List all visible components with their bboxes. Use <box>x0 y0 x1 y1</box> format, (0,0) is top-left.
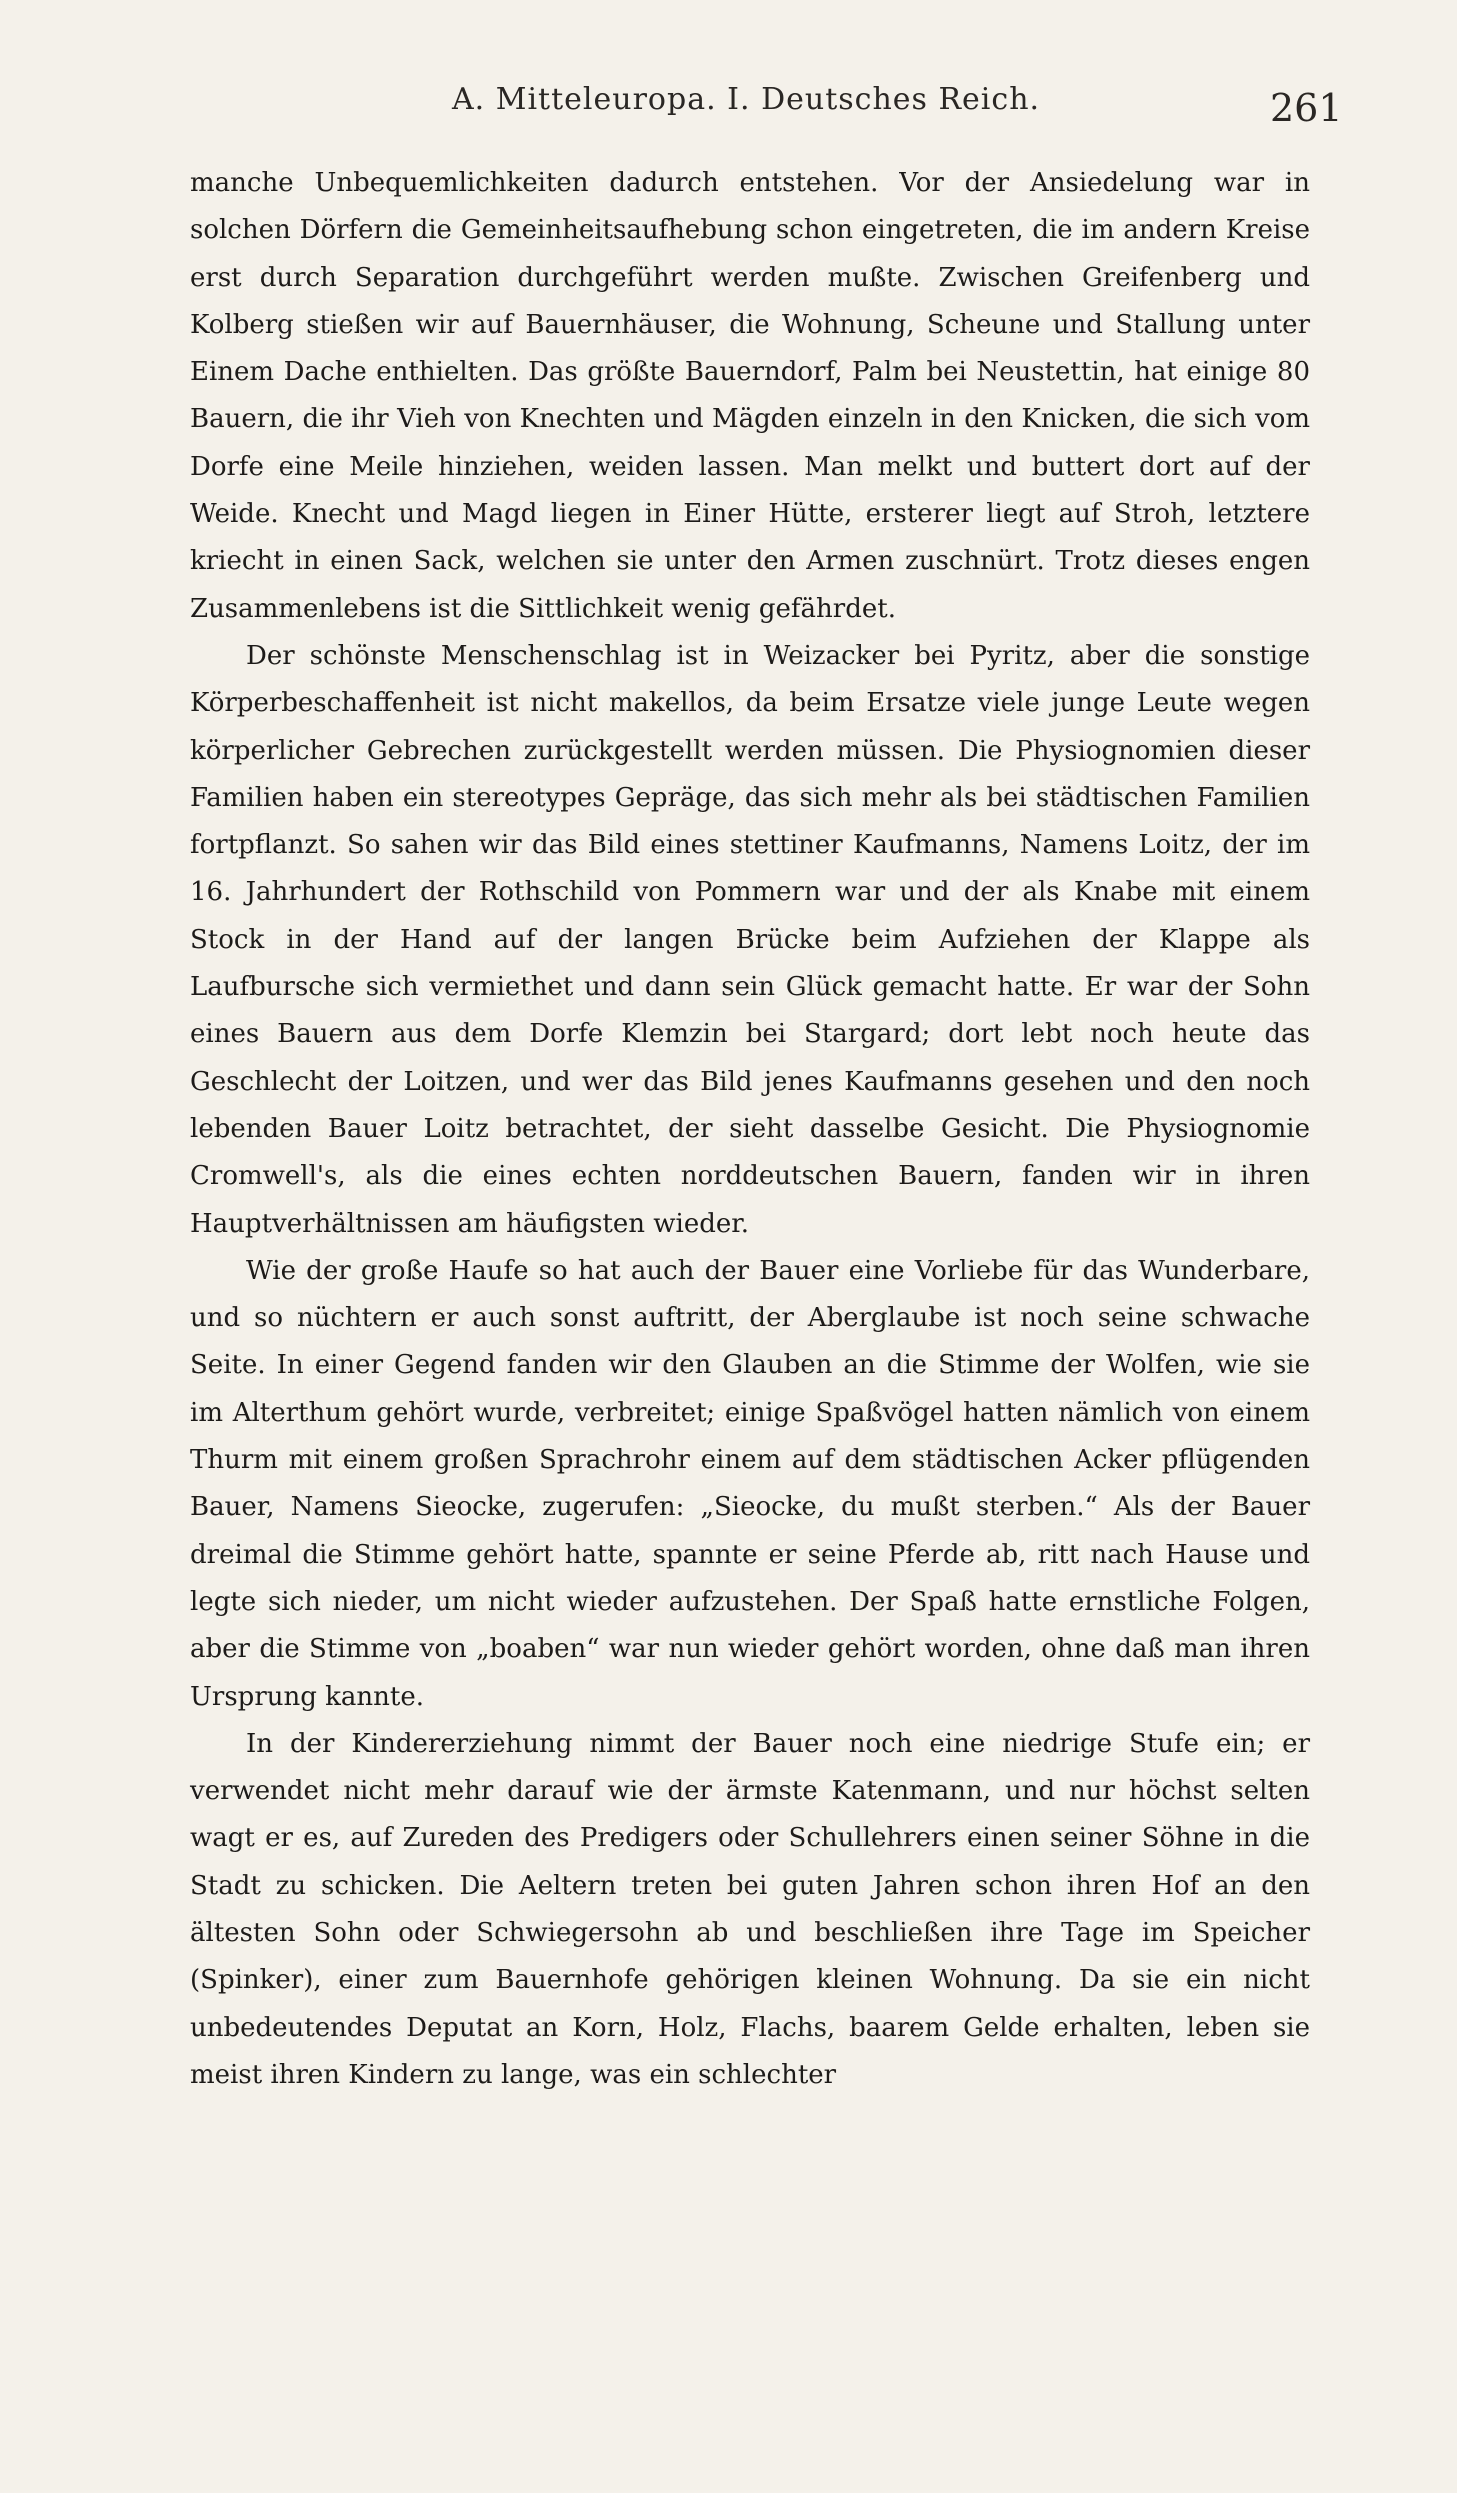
paragraph: Wie der große Haufe so hat auch der Bauer eine Vorliebe für das Wunderbare, und so nüchtern er auch sonst auftritt, der Aberglaube ist noch seine schwache Seite. In einer Gegend fanden wir den Glauben an die Stimme der Wolfen, wie sie im Alterthum gehört wurde, verbreitet; einige Spaßvögel hatten nämlich von einem Thurm mit einem großen Sprachrohr einem auf dem städtischen Acker pflügenden Bauer, Namens Sieocke, zugerufen: „Sieocke, du mußt sterben.“ Als der Bauer dreimal die Stimme gehört hatte, spannte er seine Pferde ab, ritt nach Hause und legte sich nieder, um nicht wieder aufzustehen. Der Spaß hatte ernstliche Folgen, aber die Stimme von „boaben“ war nun wieder gehört worden, ohne daß man ihren Ursprung kannte. <box>190 1255 1310 1712</box>
paragraph: In der Kindererziehung nimmt der Bauer noch eine niedrige Stufe ein; er verwendet nicht mehr darauf wie der ärmste Katenmann, und nur höchst selten wagt er es, auf Zureden des Predigers oder Schullehrers einen seiner Söhne in die Stadt zu schicken. Die Aeltern treten bei guten Jahren schon ihren Hof an den ältesten Sohn oder Schwiegersohn ab und beschließen ihre Tage im Speicher (Spinker), einer zum Bauernhofe gehörigen kleinen Wohnung. Da sie ein nicht unbedeutendes Deputat an Korn, Holz, Flachs, baarem Gelde erhalten, leben sie meist ihren Kindern zu lange, was ein schlechter <box>190 1728 1310 2090</box>
paragraph: manche Unbequemlichkeiten dadurch entstehen. Vor der Ansiedelung war in solchen Dörfern die Gemeinheitsaufhebung schon eingetreten, die im andern Kreise erst durch Separation durchgeführt werden mußte. Zwischen Greifenberg und Kolberg stießen wir auf Bauernhäuser, die Wohnung, Scheune und Stallung unter Einem Dache enthielten. Das größte Bauerndorf, Palm bei Neustettin, hat einige 80 Bauern, die ihr Vieh von Knechten und Mägden einzeln in den Knicken, die sich vom Dorfe eine Meile hinziehen, weiden lassen. Man melkt und buttert dort auf der Weide. Knecht und Magd liegen in Einer Hütte, ersterer liegt auf Stroh, letztere kriecht in einen Sack, welchen sie unter den Armen zuschnürt. Trotz dieses engen Zusammenlebens ist die Sittlichkeit wenig gefährdet. <box>190 168 1310 624</box>
page-number: 261 <box>1270 86 1343 130</box>
page-header <box>0 82 1457 130</box>
running-head: A. Mitteleuropa. I. Deutsches Reich. <box>452 82 1041 117</box>
body-text <box>190 160 1310 2099</box>
paragraph: Der schönste Menschenschlag ist in Weizacker bei Pyritz, aber die sonstige Körperbeschaffenheit ist nicht makellos, da beim Ersatze viele junge Leute wegen körperlicher Gebrechen zurückgestellt werden müssen. Die Physiognomien dieser Familien haben ein stereotypes Gepräge, das sich mehr als bei städtischen Familien fortpflanzt. So sahen wir das Bild eines stettiner Kaufmanns, Namens Loitz, der im 16. Jahrhundert der Rothschild von Pommern war und der als Knabe mit einem Stock in der Hand auf der langen Brücke beim Aufziehen der Klappe als Laufbursche sich vermiethet und dann sein Glück gemacht hatte. Er war der Sohn eines Bauern aus dem Dorfe Klemzin bei Stargard; dort lebt noch heute das Geschlecht der Loitzen, und wer das Bild jenes Kaufmanns gesehen und den noch lebenden Bauer Loitz betrachtet, der sieht dasselbe Gesicht. Die Physiognomie Cromwell's, als die eines echten norddeutschen Bauern, fanden wir in ihren Hauptverhältnissen am häufigsten wieder. <box>190 640 1310 1239</box>
